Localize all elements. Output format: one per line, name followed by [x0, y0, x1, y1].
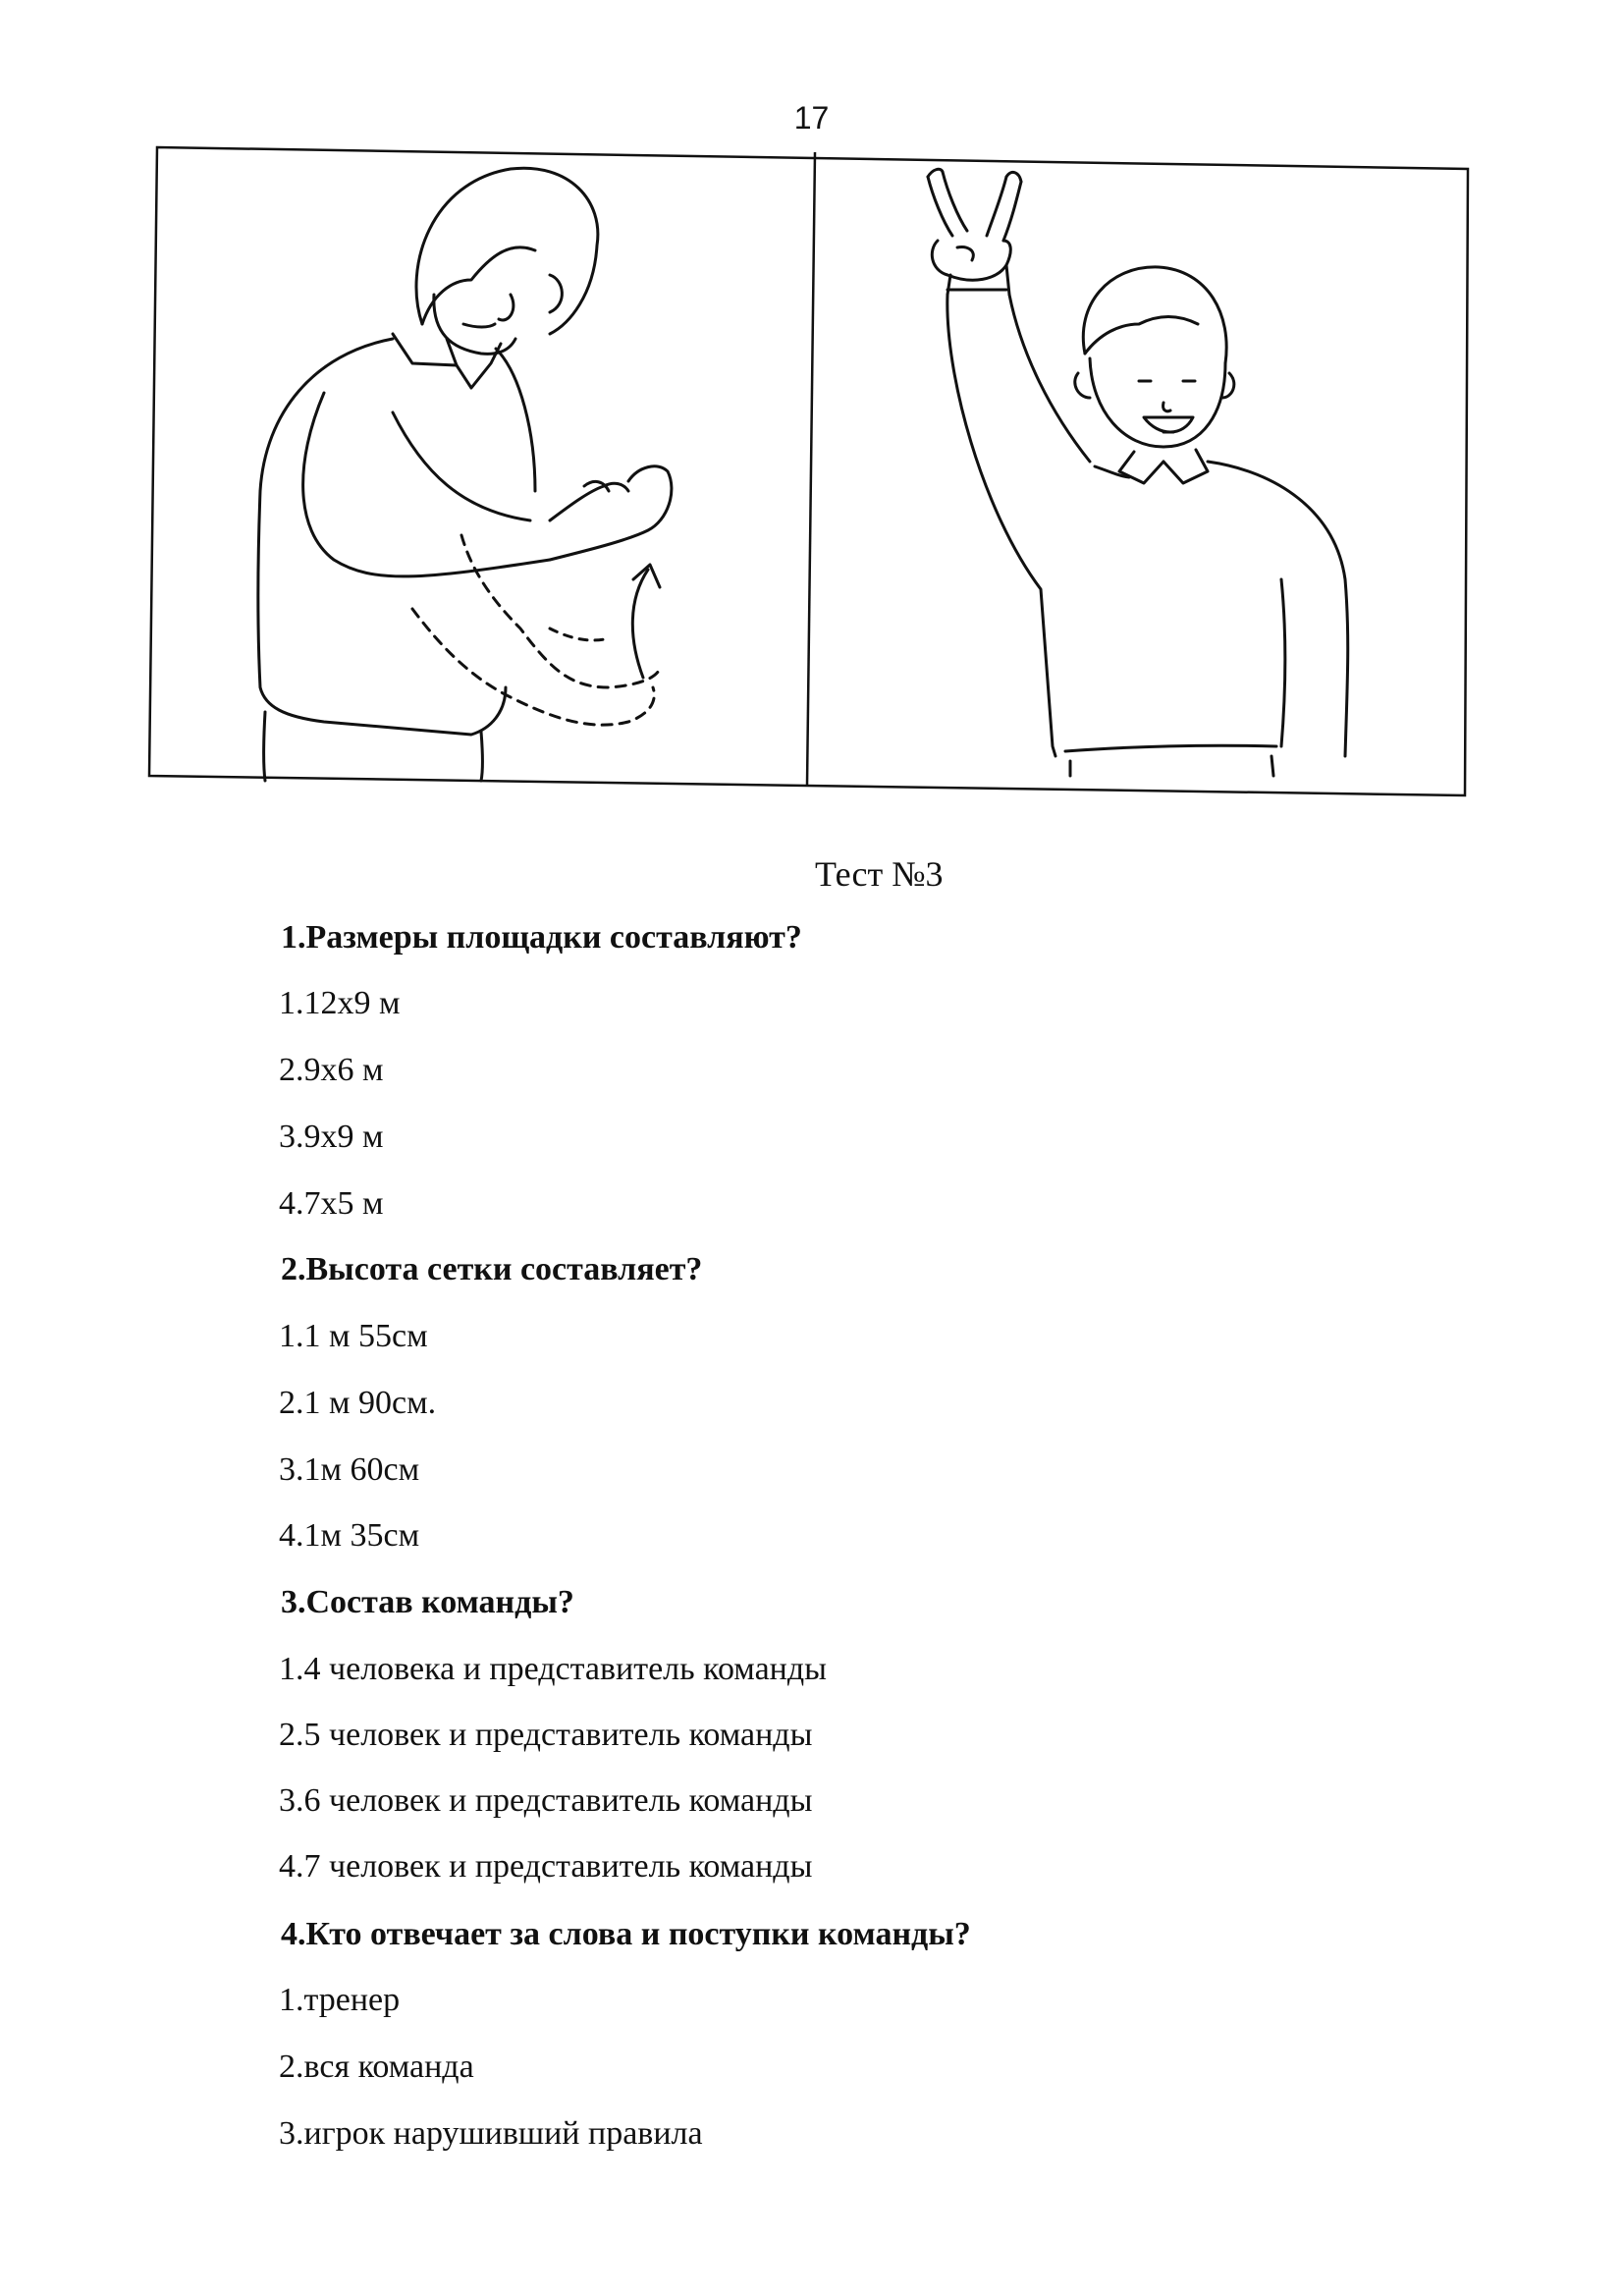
- answer-option: 2.вся команда: [279, 2049, 474, 2085]
- answer-option: 4.7х5 м: [279, 1185, 384, 1222]
- answer-option: 2.1 м 90см.: [279, 1385, 437, 1421]
- test-title: Тест №3: [815, 854, 944, 894]
- question-title: 1.Размеры площадки составляют?: [281, 919, 802, 956]
- answer-option: 3.игрок нарушивший правила: [279, 2115, 703, 2152]
- answer-option: 1.12х9 м: [279, 985, 401, 1021]
- question-title: 2.Высота сетки составляет?: [281, 1251, 703, 1287]
- answer-option: 2.5 человек и представитель команды: [279, 1717, 813, 1753]
- answer-option: 3.1м 60см: [279, 1451, 420, 1488]
- page-number: 17: [793, 100, 830, 136]
- answer-option: 1.1 м 55см: [279, 1318, 428, 1354]
- question-title: 3.Состав команды?: [281, 1584, 574, 1620]
- answer-option: 1.4 человека и представитель команды: [279, 1651, 828, 1687]
- answer-option: 1.тренер: [279, 1982, 401, 2018]
- answer-option: 3.9х9 м: [279, 1119, 384, 1155]
- question-title: 4.Кто отвечает за слова и поступки команды?: [281, 1916, 971, 1952]
- answer-option: 2.9х6 м: [279, 1052, 384, 1088]
- answer-option: 4.7 человек и представитель команды: [279, 1848, 813, 1885]
- answer-option: 3.6 человек и представитель команды: [279, 1782, 813, 1819]
- answer-option: 4.1м 35см: [279, 1517, 420, 1554]
